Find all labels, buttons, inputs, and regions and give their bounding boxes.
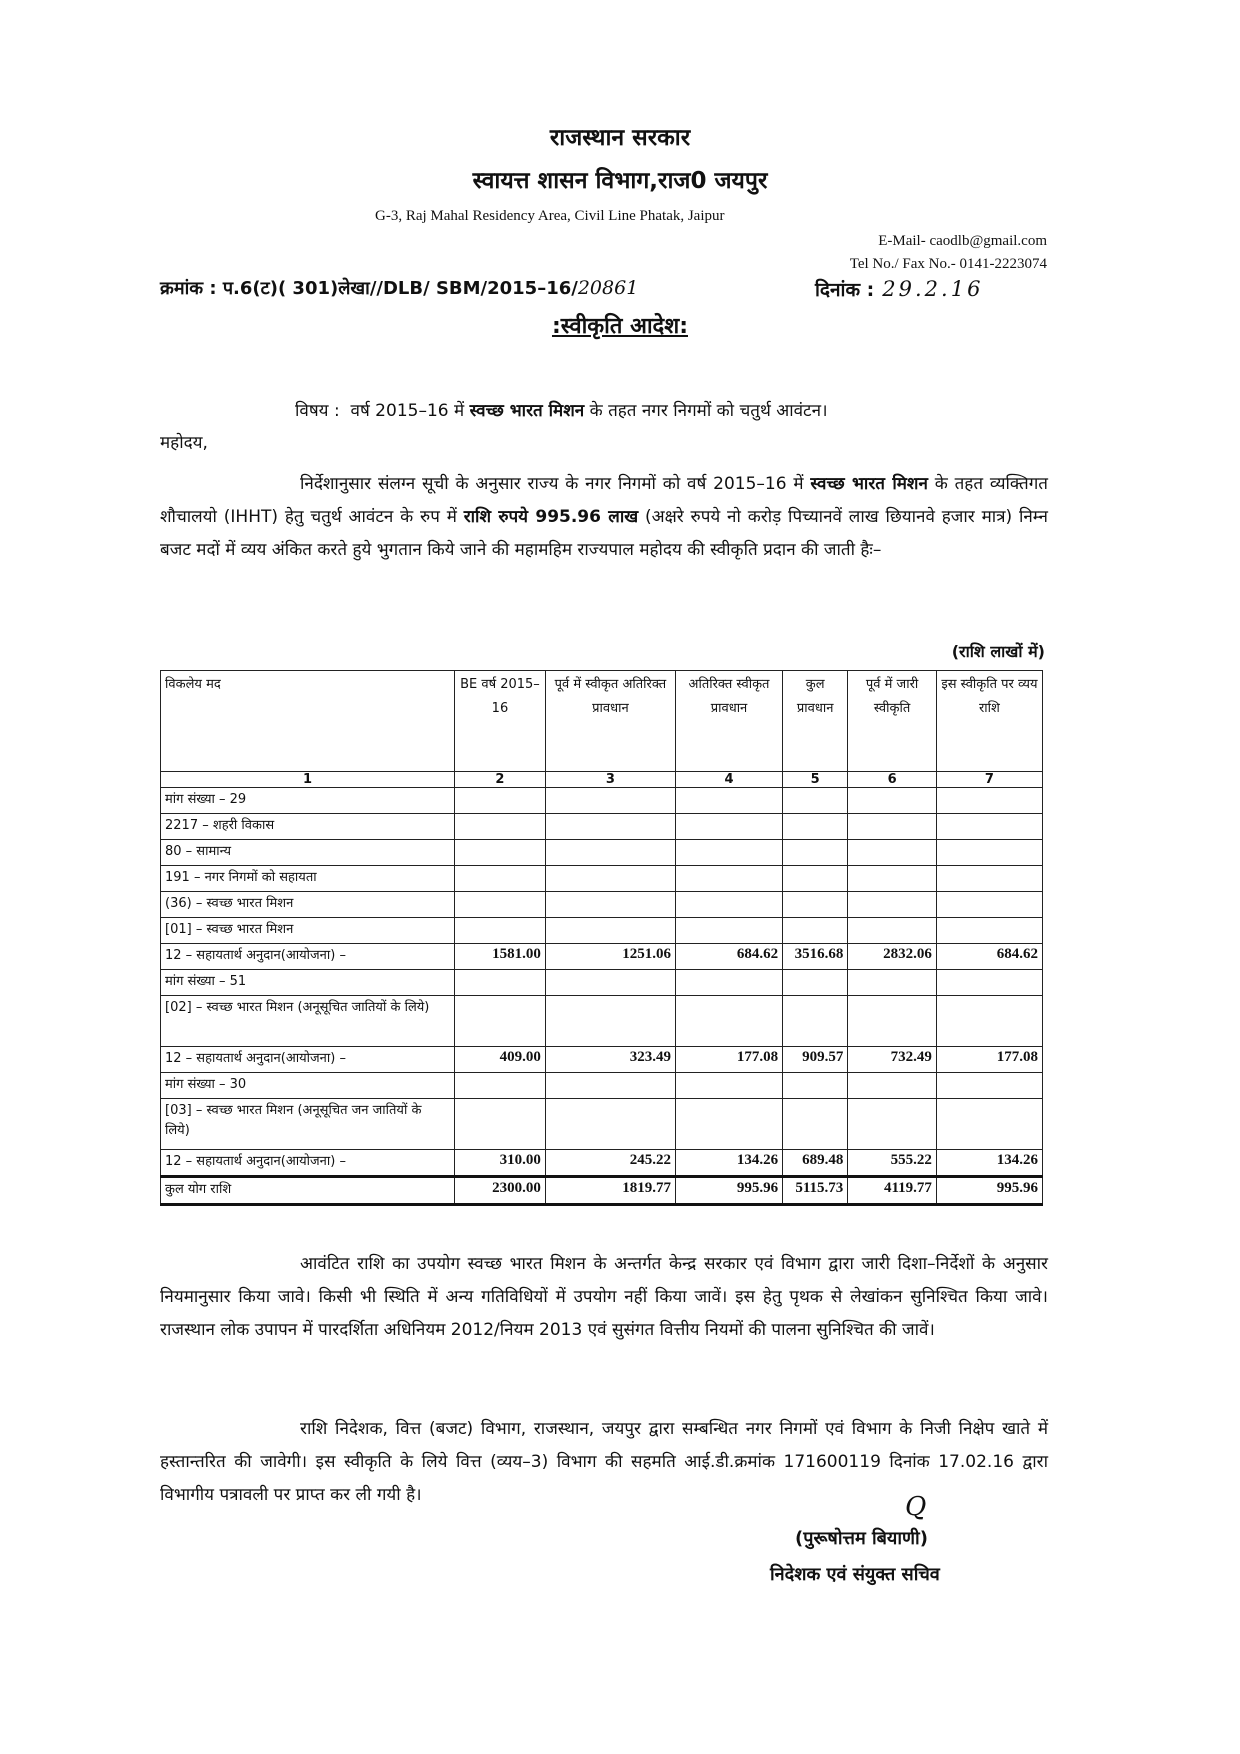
salutation: महोदय,: [160, 433, 208, 453]
amount-cell: [545, 892, 675, 918]
amount-cell: [936, 970, 1042, 996]
column-header: इस स्वीकृति पर व्यय राशि: [936, 671, 1042, 772]
amount-cell: [455, 918, 546, 944]
amount-cell: [936, 918, 1042, 944]
column-header: अतिरिक्त स्वीकृत प्रावधान: [675, 671, 782, 772]
table-row: [161, 1150, 1043, 1177]
subject-text-1: वर्ष 2015–16 में: [350, 401, 470, 421]
amount-cell: [848, 892, 937, 918]
amount-cell: [455, 996, 546, 1047]
amount-cell: [545, 970, 675, 996]
para1-part1: निर्देशानुसार संलग्न सूची के अनुसार राज्य के नगर निगमों को वर्ष 2015–16 में: [300, 474, 811, 494]
table-row: [161, 970, 1043, 996]
table-header-row: [161, 671, 1043, 772]
column-number-row: [161, 772, 1043, 788]
amount-cell: [455, 814, 546, 840]
budget-head-cell: मांग संख्या – 51: [161, 970, 455, 996]
amount-cell: [545, 1073, 675, 1099]
amount-cell: [675, 1099, 782, 1150]
amount-cell: [848, 1099, 937, 1150]
table-row: [161, 840, 1043, 866]
para1-bold1: स्वच्छ भारत मिशन: [810, 474, 928, 494]
sanction-paragraph: [160, 468, 1048, 567]
amount-cell: [783, 840, 848, 866]
amount-cell: [783, 1099, 848, 1150]
email-line: E-Mail- caodlb@gmail.com: [878, 233, 1047, 249]
order-title: :स्वीकृति आदेश:: [551, 314, 688, 339]
date-line: [815, 276, 983, 302]
budget-head-cell: 80 – सामान्य: [161, 840, 455, 866]
amount-cell: 555.22: [848, 1150, 937, 1177]
subject-line: [295, 398, 828, 421]
budget-head-cell: 191 – नगर निगमों को सहायता: [161, 866, 455, 892]
column-header: कुल प्रावधान: [783, 671, 848, 772]
signatory-name: (पुरूषोत्तम बियाणी): [795, 1528, 928, 1549]
amount-cell: [455, 970, 546, 996]
amount-cell: [936, 814, 1042, 840]
column-number: 5: [783, 772, 848, 788]
amount-cell: [783, 970, 848, 996]
subject-text-bold: स्वच्छ भारत मिशन: [469, 401, 585, 421]
amount-cell: [545, 996, 675, 1047]
reference-number: [160, 276, 638, 300]
office-address: G-3, Raj Mahal Residency Area, Civil Line Phatak, Jaipur: [375, 208, 725, 224]
handwritten-number: 20861: [577, 277, 639, 299]
amount-cell: [545, 866, 675, 892]
subject-label: विषय :: [295, 401, 340, 421]
total-row: [161, 1177, 1043, 1205]
reference-code: प.6(ट)( 301)लेखा//DLB/ SBM/2015–16/: [222, 278, 578, 299]
amount-cell: [783, 892, 848, 918]
total-amount-cell: 4119.77: [848, 1177, 937, 1205]
amount-cell: 1251.06: [545, 944, 675, 970]
amount-cell: [936, 996, 1042, 1047]
amount-cell: [783, 866, 848, 892]
signature-mark: Q: [905, 1492, 927, 1522]
amount-cell: [848, 814, 937, 840]
budget-head-cell: (36) – स्वच्छ भारत मिशन: [161, 892, 455, 918]
amount-cell: [675, 1073, 782, 1099]
budget-head-cell: [03] – स्वच्छ भारत मिशन (अनूसूचित जन जातियों के लिये): [161, 1099, 455, 1150]
amount-cell: [936, 866, 1042, 892]
amount-cell: [936, 840, 1042, 866]
amount-cell: [783, 996, 848, 1047]
amount-cell: [675, 840, 782, 866]
total-amount-cell: 995.96: [675, 1177, 782, 1205]
amount-cell: 2832.06: [848, 944, 937, 970]
government-heading: राजस्थान सरकार: [549, 125, 691, 151]
amount-cell: [783, 814, 848, 840]
amount-cell: [675, 918, 782, 944]
amount-cell: 732.49: [848, 1047, 937, 1073]
amount-cell: [455, 1073, 546, 1099]
budget-head-cell: [01] – स्वच्छ भारत मिशन: [161, 918, 455, 944]
amount-cell: [675, 892, 782, 918]
reference-label: क्रमांक :: [160, 278, 217, 299]
table-row: [161, 996, 1043, 1047]
amount-cell: 323.49: [545, 1047, 675, 1073]
amount-cell: 245.22: [545, 1150, 675, 1177]
amount-cell: [455, 840, 546, 866]
amount-cell: 909.57: [783, 1047, 848, 1073]
budget-head-cell: 12 – सहायतार्थ अनुदान(आयोजना) –: [161, 944, 455, 970]
amount-cell: [675, 788, 782, 814]
table-row: [161, 866, 1043, 892]
amount-cell: [783, 918, 848, 944]
total-amount-cell: 2300.00: [455, 1177, 546, 1205]
amount-cell: 134.26: [675, 1150, 782, 1177]
amount-cell: [783, 788, 848, 814]
table-row: [161, 814, 1043, 840]
table-row: [161, 1073, 1043, 1099]
amount-cell: 134.26: [936, 1150, 1042, 1177]
amount-cell: [455, 892, 546, 918]
subject-text-2: के तहत नगर निगमों को चतुर्थ आवंटन।: [584, 401, 828, 421]
amount-cell: [675, 866, 782, 892]
amount-cell: [545, 840, 675, 866]
budget-head-cell: 12 – सहायतार्थ अनुदान(आयोजना) –: [161, 1150, 455, 1177]
amount-cell: [455, 788, 546, 814]
amount-cell: [455, 866, 546, 892]
usage-instructions-paragraph: आवंटित राशि का उपयोग स्वच्छ भारत मिशन के अन्तर्गत केन्द्र सरकार एवं विभाग द्वारा जारी दिशा–निर्देशों के अनुसार नियमानुसार किया जावे। किसी भी स्थिति में अन्य गतिविधियों में उपयोग नहीं किया जावें। इस हेतु पृथक से लेखांकन सुनिश्चित किया जावे। राजस्थान लोक उपापन में पारदर्शिता अधिनियम 2012/नियम 2013 एवं सुसंगत वित्तीय नियमों की पालना सुनिश्चित की जावें।: [160, 1254, 1048, 1340]
table-row: [161, 788, 1043, 814]
allocation-table: [160, 670, 1043, 1206]
column-header: पूर्व में जारी स्वीकृति: [848, 671, 937, 772]
amount-cell: 1581.00: [455, 944, 546, 970]
column-number: 7: [936, 772, 1042, 788]
column-number: 3: [545, 772, 675, 788]
amount-cell: [848, 840, 937, 866]
amount-cell: [545, 814, 675, 840]
total-amount-cell: 995.96: [936, 1177, 1042, 1205]
column-number: 1: [161, 772, 455, 788]
amount-cell: 3516.68: [783, 944, 848, 970]
amount-cell: [936, 1073, 1042, 1099]
total-label-cell: कुल योग राशि: [161, 1177, 455, 1205]
amount-cell: [848, 1073, 937, 1099]
amount-cell: [783, 1073, 848, 1099]
amount-cell: 409.00: [455, 1047, 546, 1073]
amount-cell: [848, 918, 937, 944]
table-row: [161, 892, 1043, 918]
amount-cell: [545, 1099, 675, 1150]
para1-part3: (अक्षरे रुपये नो करोड़ पिच्यानवें लाख छियानवे हजार मात्र) निम्न बजट मदों में व्यय अंकित करते हुये भुगतान किये जाने की महामहिम राज्यपाल महोदय की स्वीकृति प्रदान की जाती हैः–: [160, 507, 1048, 560]
total-amount-cell: 5115.73: [783, 1177, 848, 1205]
amount-cell: 689.48: [783, 1150, 848, 1177]
budget-head-cell: 12 – सहायतार्थ अनुदान(आयोजना) –: [161, 1047, 455, 1073]
para1-bold2: राशि रुपये 995.96 लाख: [463, 507, 639, 527]
para1-part2: के तहत व्यक्तिगत शौचालयो (IHHT) हेतु चतुर्थ आवंटन के रुप में: [160, 474, 1048, 527]
tel-fax-line: Tel No./ Fax No.- 0141-2223074: [849, 256, 1047, 272]
amount-cell: [455, 1099, 546, 1150]
column-header: पूर्व में स्वीकृत अतिरिक्त प्रावधान: [545, 671, 675, 772]
column-number: 6: [848, 772, 937, 788]
amount-cell: [848, 970, 937, 996]
column-number: 2: [455, 772, 546, 788]
amount-unit-note: (राशि लाखों में): [951, 642, 1045, 661]
column-header: BE वर्ष 2015–16: [455, 671, 546, 772]
column-number: 4: [675, 772, 782, 788]
amount-cell: 310.00: [455, 1150, 546, 1177]
amount-cell: [936, 788, 1042, 814]
amount-cell: [848, 788, 937, 814]
table-row: [161, 1047, 1043, 1073]
column-header: विकलेय मद: [161, 671, 455, 772]
table-row: [161, 1099, 1043, 1150]
amount-cell: 684.62: [675, 944, 782, 970]
amount-cell: [675, 996, 782, 1047]
handwritten-date: 29.2.16: [882, 277, 984, 301]
amount-cell: [675, 814, 782, 840]
budget-head-cell: [02] – स्वच्छ भारत मिशन (अनूसूचित जातियों के लिये): [161, 996, 455, 1047]
transfer-paragraph: राशि निदेशक, वित्त (बजट) विभाग, राजस्थान, जयपुर द्वारा सम्बन्धित नगर निगमों एवं विभाग के निजी निक्षेप खाते में हस्तान्तरित की जावेगी। इस स्वीकृति के लिये वित्त (व्यय–3) विभाग की सहमति आई.डी.क्रमांक 171600119 दिनांक 17.02.16 द्वारा विभागीय पत्रावली पर प्राप्त कर ली गयी है।: [160, 1419, 1048, 1505]
signatory-title: निदेशक एवं संयुक्त सचिव: [770, 1564, 940, 1585]
amount-cell: [936, 892, 1042, 918]
amount-cell: [545, 918, 675, 944]
budget-head-cell: मांग संख्या – 29: [161, 788, 455, 814]
amount-cell: [545, 788, 675, 814]
amount-cell: [936, 1099, 1042, 1150]
amount-cell: [675, 970, 782, 996]
table-row: [161, 944, 1043, 970]
department-heading: स्वायत्त शासन विभाग,राज0 जयपुर: [472, 168, 768, 194]
amount-cell: 177.08: [936, 1047, 1042, 1073]
budget-head-cell: मांग संख्या – 30: [161, 1073, 455, 1099]
amount-cell: [848, 996, 937, 1047]
date-label: दिनांक :: [815, 279, 875, 301]
budget-head-cell: 2217 – शहरी विकास: [161, 814, 455, 840]
amount-cell: [848, 866, 937, 892]
amount-cell: 177.08: [675, 1047, 782, 1073]
table-row: [161, 918, 1043, 944]
amount-cell: 684.62: [936, 944, 1042, 970]
total-amount-cell: 1819.77: [545, 1177, 675, 1205]
